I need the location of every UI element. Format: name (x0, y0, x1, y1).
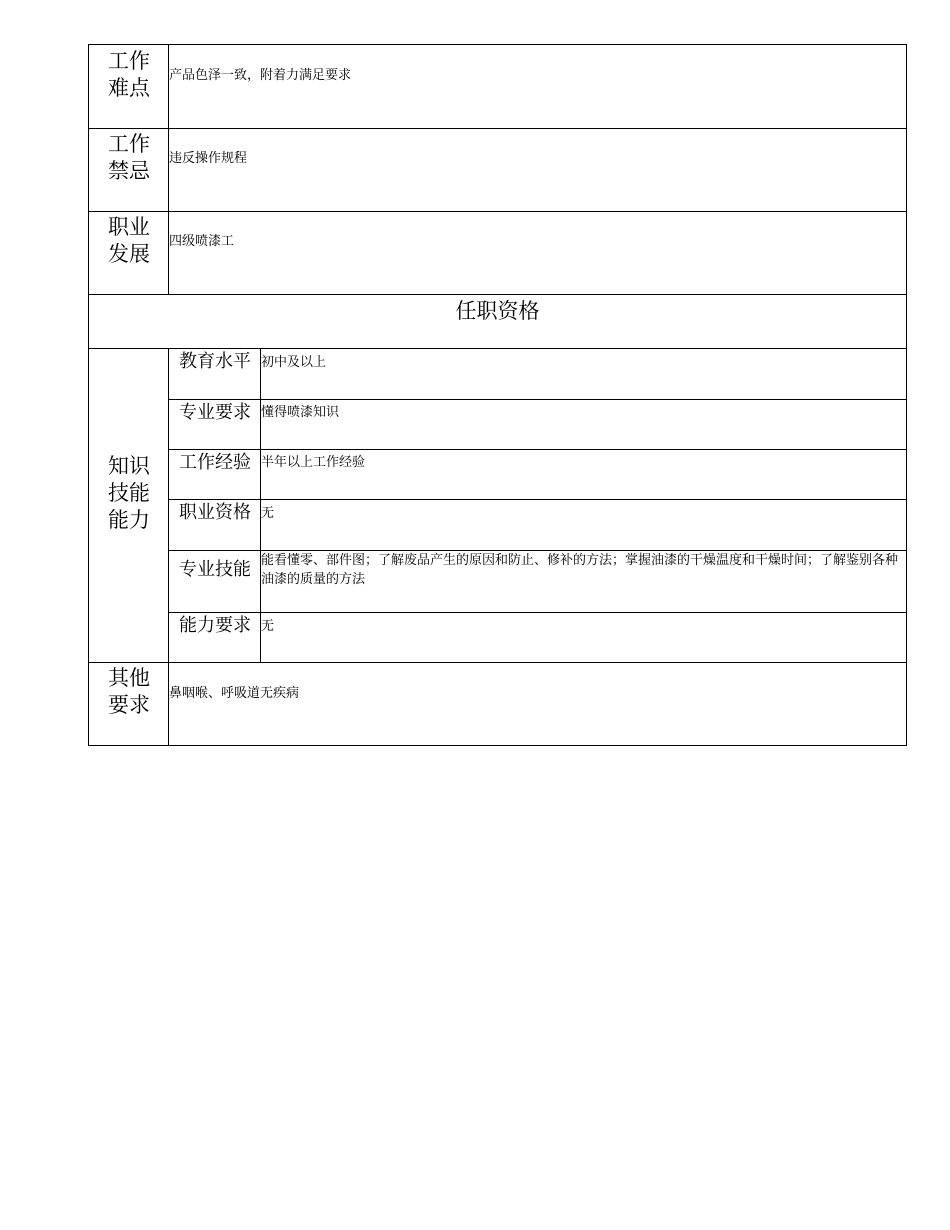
row-divider (89, 211, 906, 212)
career-label: 职业 发展 (108, 215, 150, 266)
major-label: 专业要求 (179, 402, 251, 423)
row-divider (169, 499, 906, 500)
difficulty-label: 工作 难点 (108, 49, 150, 100)
job-qualification-table (88, 44, 907, 746)
major-value: 懂得喷漆知识 (261, 405, 340, 420)
row-divider (89, 128, 906, 129)
experience-value: 半年以上工作经验 (261, 455, 366, 470)
skills-label: 专业技能 (179, 559, 251, 580)
taboo-label: 工作 禁忌 (108, 132, 150, 183)
experience-label: 工作经验 (179, 452, 251, 473)
qualifications-title: 任职资格 (455, 299, 540, 323)
certification-value: 无 (261, 506, 275, 521)
career-value: 四级喷漆工 (169, 234, 235, 249)
row-divider (169, 612, 906, 613)
difficulty-value: 产品色泽一致，附着力满足要求 (169, 68, 352, 83)
certification-label: 职业资格 (179, 502, 251, 523)
other-value: 鼻咽喉、呼吸道无疾病 (169, 686, 300, 701)
row-divider (169, 399, 906, 400)
ability-value: 无 (261, 619, 275, 634)
other-label: 其他 要求 (108, 666, 150, 717)
education-value: 初中及以上 (261, 355, 327, 370)
row-divider (169, 449, 906, 450)
row-divider (89, 294, 906, 295)
education-label: 教育水平 (179, 351, 251, 372)
taboo-value: 违反操作规程 (169, 151, 248, 166)
row-divider (89, 662, 906, 663)
ability-label: 能力要求 (179, 615, 251, 636)
skills-value: 能看懂零、部件图；了解废品产生的原因和防止、修补的方法；掌握油漆的干燥温度和干燥时间；了解鉴别各种油漆的质量的方法 (261, 553, 899, 587)
row-divider (89, 348, 906, 349)
skills-group-label: 知识 技能 能力 (108, 454, 150, 532)
